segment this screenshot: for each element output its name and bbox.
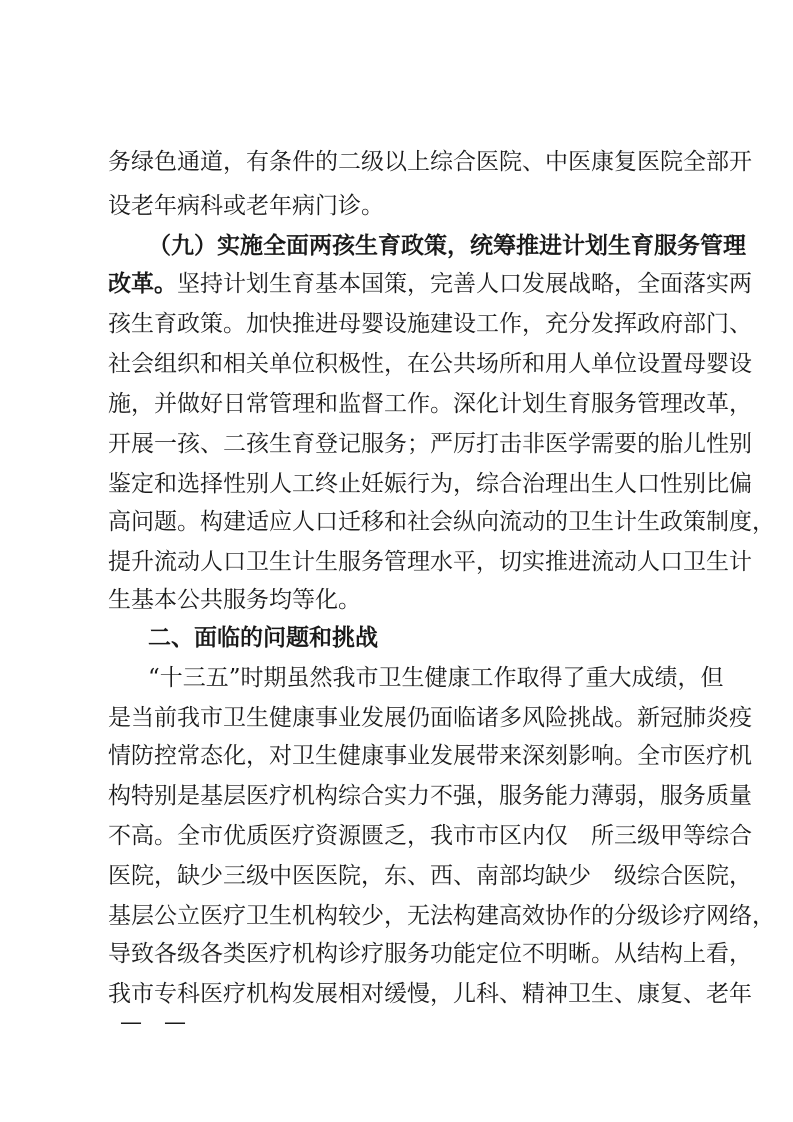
paragraph-line: 医院，缺少三级中医医院，东、西、南部均缺少 级综合医院， — [108, 863, 752, 889]
paragraph-line: 社会组织和相关单位积极性，在公共场所和用人单位设置母婴设 — [108, 351, 752, 377]
paragraph-line: 不高。全市优质医疗资源匮乏，我市市区内仅 所三级甲等综合 — [108, 823, 752, 849]
subsection-title-line — [148, 232, 746, 260]
paragraph-line: 孩生育政策。加快推进母婴设施建设工作，充分发挥政府部门、 — [108, 311, 752, 337]
paragraph-line: 构特别是基层医疗机构综合实力不强，服务能力薄弱，服务质量 — [108, 783, 752, 809]
paragraph-line: 高问题。构建适应人口迁移和社会纵向流动的卫生计生政策制度， — [108, 509, 775, 535]
paragraph-line: 鉴定和选择性别人工终止妊娠行为，综合治理出生人口性别比偏 — [108, 471, 752, 497]
paragraph-line: 我市专科医疗机构发展相对缓慢，儿科、精神卫生、康复、老年 — [108, 981, 752, 1007]
page-number-footer: — — — [120, 1010, 187, 1035]
paragraph-text: 坚持计划生育基本国策，完善人口发展战略，全面落实两 — [177, 271, 752, 297]
paragraph-line: “十三五”时期虽然我市卫生健康工作取得了重大成绩，但 — [148, 665, 724, 691]
paragraph-line: 开展一孩、二孩生育登记服务；严厉打击非医学需要的胎儿性别 — [108, 431, 752, 457]
paragraph-line — [108, 270, 752, 298]
paragraph-line: 设老年病科或老年病门诊。 — [108, 193, 384, 219]
paragraph-line: 务绿色通道，有条件的二级以上综合医院、中医康复医院全部开 — [108, 149, 752, 175]
paragraph-line: 施，并做好日常管理和监督工作。深化计划生育服务管理改革， — [108, 391, 752, 417]
paragraph-line: 生基本公共服务均等化。 — [108, 587, 361, 613]
paragraph-line: 是当前我市卫生健康事业发展仍面临诸多风险挑战。新冠肺炎疫 — [108, 705, 752, 731]
paragraph-line: 情防控常态化，对卫生健康事业发展带来深刻影响。全市医疗机 — [108, 743, 752, 769]
subsection-title: （九）实施全面两孩生育政策，统筹推进计划生育服务管理 — [148, 232, 746, 259]
subsection-title-end: 改革。 — [108, 270, 177, 297]
section-heading: 二、面临的问题和挑战 — [148, 625, 378, 651]
paragraph-line: 提升流动人口卫生计生服务管理水平，切实推进流动人口卫生计 — [108, 549, 752, 575]
paragraph-line: 基层公立医疗卫生机构较少，无法构建高效协作的分级诊疗网络， — [108, 903, 775, 929]
paragraph-line: 导致各级各类医疗机构诊疗服务功能定位不明晰。从结构上看， — [108, 941, 752, 967]
